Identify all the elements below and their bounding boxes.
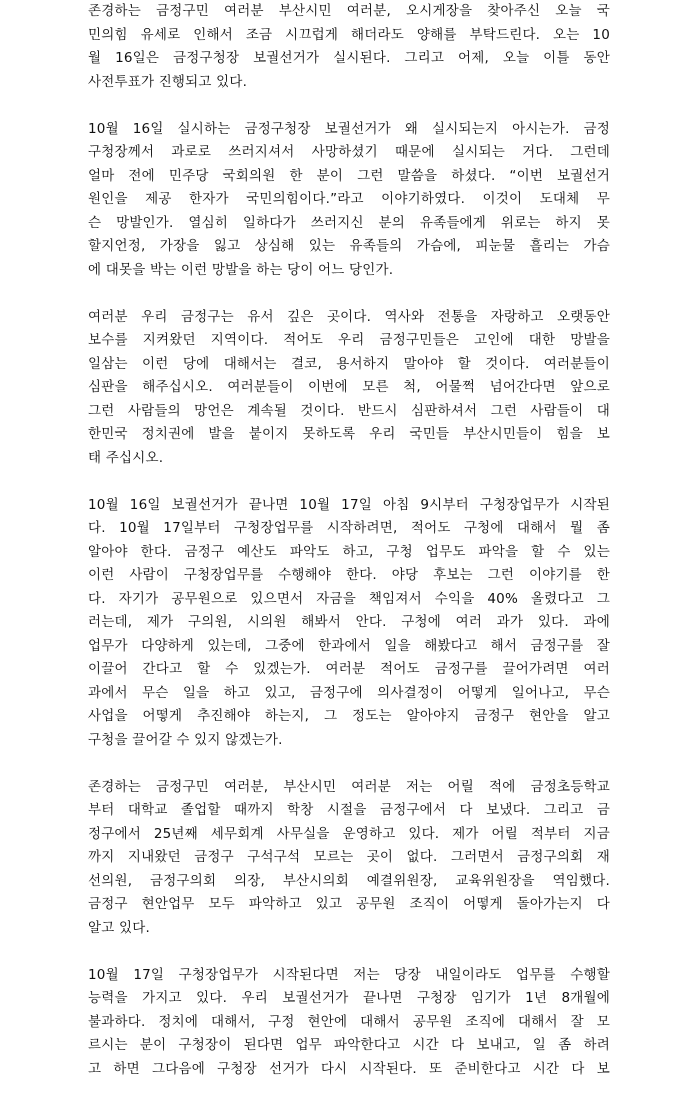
text-line: 부터 대학교 졸업할 때까지 학창 시절을 금정구에서 다 보냈다. 그리고 금	[88, 802, 610, 818]
text-line: 원인을 제공 한자가 국민의힘이다.”라고 이야기하였다. 이것이 도대체 무	[88, 191, 610, 207]
text-line: 10월 17일 구청장업무가 시작된다면 저는 당장 내일이라도 업무를 수행할	[88, 966, 610, 983]
text-line: 보수를 지켜왔던 지역이다. 적어도 우리 금정구민들은 고인에 대한 망발을	[88, 332, 610, 348]
geumjeong-history-paragraph	[88, 306, 610, 471]
text-line: 사업을 어떻게 추진해야 하는지, 그 정도는 알아야지 금정구 현안을 알고	[88, 708, 610, 724]
text-line: 여러분 우리 금정구는 유서 깊은 곳이다. 역사와 전통을 자랑하고 오랫동안	[88, 308, 610, 325]
text-line: 정구에서 25년째 세무회계 사무실을 운영하고 있다. 제가 어릴 적부터 지금	[88, 825, 610, 842]
candidate-background-paragraph	[88, 776, 610, 941]
text-line: 한민국 정치권에 발을 붙이지 못하도록 우리 국민들 부산시민들이 힘을 보	[88, 426, 610, 442]
text-line: 에 대못을 박는 이런 망발을 하는 당이 어느 당인가.	[88, 261, 394, 278]
text-line: 할지언정, 가장을 잃고 상심해 있는 유족들의 가슴에, 피눈물 흘리는 가슴	[88, 238, 610, 254]
text-line: 슨 망발인가. 열심히 일하다가 쓰러지신 분의 유족들에게 위로는 하지 못	[88, 214, 610, 231]
text-line: 존경하는 금정구민 여러분, 부산시민 여러분 저는 어릴 적에 금정초등학교	[88, 778, 610, 795]
text-line: 알아야 한다. 금정구 예산도 파악도 하고, 구청 업무도 파악을 할 수 있는	[88, 543, 610, 560]
text-line: 다. 10월 17일부터 구청장업무를 시작하려면, 적어도 구청에 대해서 뭘 좀	[88, 520, 610, 536]
text-line: 업무가 다양하게 있는데, 그중에 한과에서 일을 해봤다고 해서 금정구를 잘	[88, 637, 610, 654]
term-paragraph	[88, 964, 610, 1082]
text-line: 불과하다. 정치에 대해서, 구정 현안에 대해서 공무원 조직에 대해서 잘 모	[88, 1013, 610, 1030]
document-body	[88, 0, 610, 1105]
text-line: 태 주십시오.	[88, 449, 164, 466]
text-line: 월 16일은 금정구청장 보궐선거가 실시된다. 그리고 어제, 오늘 이틀 동안	[88, 50, 610, 66]
text-line: 민의힘 유세로 인해서 조금 시끄럽게 해더라도 양해를 부탁드린다. 오는 10	[88, 26, 610, 43]
text-line: 금정구 현안업무 모두 파악하고 있고 공무원 조직이 어떻게 돌아가는지 다	[88, 896, 610, 912]
text-line: 이런 사람이 구청장업무를 수행해야 한다. 야당 후보는 그런 이야기를 한	[88, 567, 610, 583]
text-line: 르시는 분이 구청장이 된다면 업무 파악한다고 시간 다 보내고, 일 좀 하려	[88, 1037, 610, 1053]
text-line: 구청을 끌어갈 수 있지 않겠는가.	[88, 731, 283, 748]
text-line: 존경하는 금정구민 여러분 부산시민 여러분, 오시게장을 찾아주신 오늘 국	[88, 3, 610, 19]
text-line: 그런 사람들의 망언은 계속될 것이다. 반드시 심판하셔서 그런 사람들이 대	[88, 402, 610, 419]
text-line: 고 하면 그다음에 구청장 선거가 다시 시작된다. 또 준비한다고 시간 다 보	[88, 1060, 610, 1077]
text-line: 이끌어 간다고 할 수 있겠는가. 여러분 적어도 금정구를 끌어가려면 여러	[88, 661, 610, 677]
text-line: 얼마 전에 민주당 국회의원 한 분이 그런 말씀을 하셨다. “이번 보궐선거	[88, 167, 610, 184]
text-line: 10월 16일 보궐선거가 끝나면 10월 17일 아침 9시부터 구청장업무가 시작된	[88, 496, 610, 513]
text-line: 구청장께서 과로로 쓰러지셔서 사망하셨기 때문에 실시되는 거다. 그런데	[88, 144, 610, 160]
election-reason-paragraph	[88, 118, 610, 283]
text-line: 심판을 해주십시오. 여러분들이 이번에 모른 척, 어물쩍 넘어간다면 앞으로	[88, 379, 610, 395]
text-line: 일삼는 이런 당에 대해서는 결코, 용서하지 말아야 할 것이다. 여러분들이	[88, 355, 610, 372]
text-line: 10월 16일 실시하는 금정구청장 보궐선거가 왜 실시되는지 아시는가. 금정	[88, 120, 610, 137]
text-line: 까지 지내왔던 금정구 구석구석 모르는 곳이 없다. 그러면서 금정구의회 재	[88, 849, 610, 865]
text-line: 사전투표가 진행되고 있다.	[88, 73, 248, 90]
text-line: 능력을 가지고 있다. 우리 보궐선거가 끝나면 구청장 임기가 1년 8개월에	[88, 990, 610, 1006]
text-line: 다. 자기가 공무원으로 있으면서 자금을 책임져서 수익을 40% 올렸다고 그	[88, 590, 610, 607]
readiness-paragraph	[88, 494, 610, 753]
intro-paragraph	[88, 0, 610, 94]
text-line: 선의원, 금정구의회 의장, 부산시의회 예결위원장, 교육위원장을 역임했다.	[88, 872, 610, 889]
text-line: 러는데, 제가 구의원, 시의원 해봐서 안다. 구청에 여러 과가 있다. 과에	[88, 614, 610, 630]
text-line: 과에서 무슨 일을 하고 있고, 금정구에 의사결정이 어떻게 일어나고, 무슨	[88, 684, 610, 701]
text-line: 알고 있다.	[88, 919, 150, 936]
